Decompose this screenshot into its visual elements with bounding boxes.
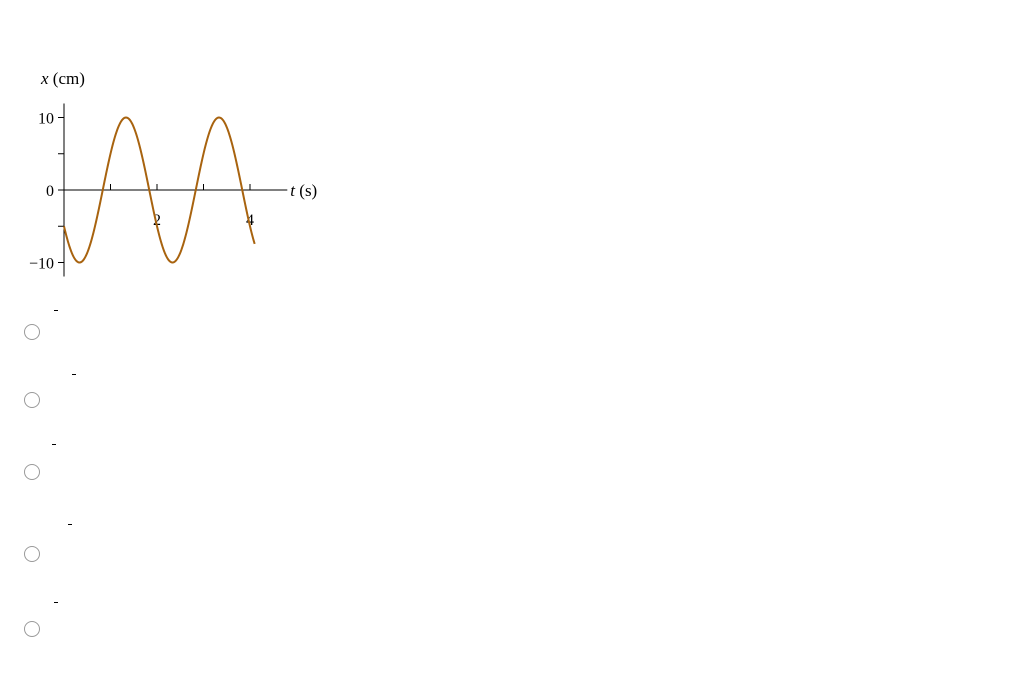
y-tick-label: 0 <box>46 183 54 200</box>
option-pi-over-2[interactable] <box>24 600 224 650</box>
radio-button[interactable] <box>24 621 40 637</box>
fraction-bar <box>54 602 58 603</box>
fraction-bar <box>68 524 72 525</box>
radio-button[interactable] <box>24 546 40 562</box>
option-fraction <box>54 308 58 312</box>
option-pi-over-3[interactable] <box>24 308 224 358</box>
y-tick-label: 10 <box>38 110 54 128</box>
x-tick-label: 2 <box>153 212 161 229</box>
option-neg-pi-over-3[interactable] <box>24 372 224 422</box>
option-fraction <box>52 442 56 446</box>
radio-button[interactable] <box>24 324 40 340</box>
option-fraction <box>54 600 58 604</box>
radio-button[interactable] <box>24 464 40 480</box>
option-2pi-over-3[interactable] <box>24 442 224 492</box>
y-tick-label: −10 <box>28 255 54 273</box>
x-tick-label: 4 <box>246 212 254 229</box>
option-neg-2pi-over-3[interactable] <box>24 522 224 572</box>
x-axis-label: t (s) <box>290 181 318 200</box>
option-fraction <box>72 372 76 376</box>
answer-options <box>0 0 300 674</box>
y-axis-label: x (cm) <box>41 69 85 88</box>
option-fraction <box>68 522 72 526</box>
fraction-bar <box>52 444 56 445</box>
radio-button[interactable] <box>24 392 40 408</box>
fraction-bar <box>54 310 58 311</box>
fraction-bar <box>72 374 76 375</box>
